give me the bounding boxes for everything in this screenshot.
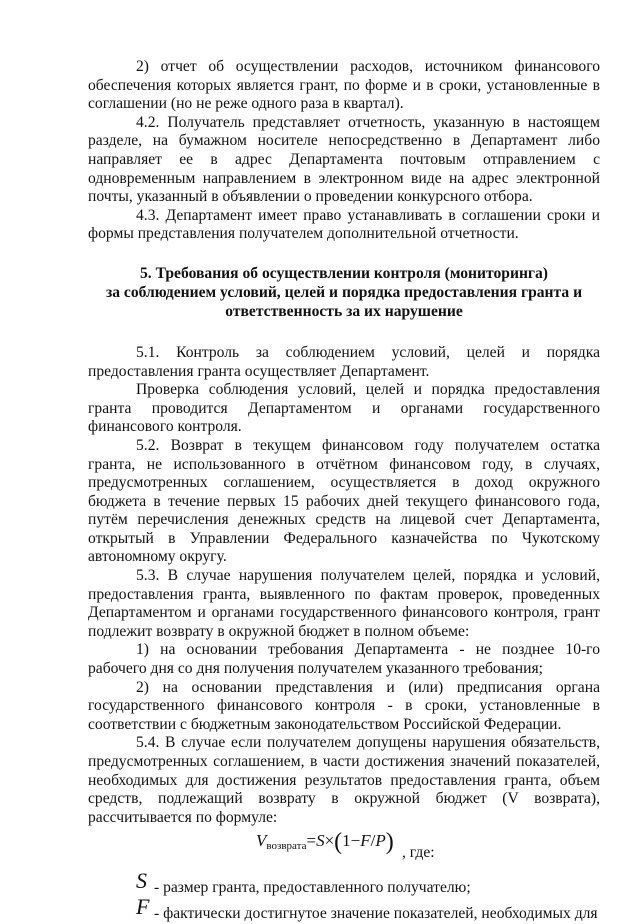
formula-minus: − <box>350 831 361 851</box>
report-item-2: 2) отчет об осуществлении расходов, источником финансового обеспечения которых является грант, по форме и в сроки, установленные в соглашении (но не реже одного раза в квартал). <box>88 58 600 113</box>
formula-v-symbol: V <box>256 831 267 851</box>
formula-times: × <box>324 831 335 851</box>
formula-paren-close: ) <box>385 829 394 856</box>
refund-formula <box>88 830 600 870</box>
paragraph-5-1: 5.1. Контроль за соблюдением условий, целей и порядка предоставления гранта осуществляет Департамент. <box>88 343 600 380</box>
document-page <box>88 58 600 924</box>
formula-paren-open: ( <box>334 829 343 856</box>
section-5-heading-line-1: 5. Требования об осуществлении контроля (мониторинга) <box>139 264 548 282</box>
paragraph-5-1-inspection: Проверка соблюдения условий, целей и порядка предоставления гранта проводится Департаментом и органами государственного финансового контроля. <box>88 381 600 436</box>
formula-expression <box>256 829 394 856</box>
definition-f-text: - фактически достигнутое значение показателей, необходимых для <box>154 904 598 922</box>
formula-slash: / <box>370 831 376 851</box>
paragraph-5-3-item-2: 2) на основании представления и (или) предписания органа государственного финансового контроля - в сроки, установленные в соответствии с бюджетным законодательством Российской Федерации. <box>88 678 600 733</box>
formula-where: , где: <box>402 844 435 862</box>
definition-f-symbol: F <box>136 893 150 919</box>
paragraph-5-2: 5.2. Возврат в текущем финансовом году получателем остатка гранта, не использованного в отчётном финансовом году, в случаях, предусмотренных соглашением, осуществляется в доход окружного бюджета в течение первых 15 рабочих дней текущего финансового года, путём перечисления денежных средств на лицевой счет Департамента, открытый в Управлении Федерального казначейства по Чукотскому автономному округу. <box>88 436 600 566</box>
paragraph-4-3: 4.3. Департамент имеет право устанавливать в соглашении сроки и формы представления получателем дополнительной отчетности. <box>88 206 600 243</box>
formula-f-symbol: F <box>360 831 371 851</box>
formula-equals: = <box>306 831 317 851</box>
definition-f <box>88 893 600 924</box>
section-5-heading-line-3: ответственность за их нарушение <box>225 302 463 320</box>
formula-one: 1 <box>342 831 351 851</box>
paragraph-4-2: 4.2. Получатель представляет отчетность, указанную в настоящем разделе, на бумажном носителе непосредственно в Департамент либо направляет ее в адрес Департамента почтовым отправлением с одновременным направлением в электронном виде на адрес электронной почты, указанный в объявлении о проведении конкурсного отбора. <box>88 113 600 206</box>
formula-p-symbol: P <box>375 831 386 851</box>
definition-s-text: - размер гранта, предоставленного получателю; <box>154 879 471 897</box>
paragraph-5-4: 5.4. В случае если получателем допущены нарушения обязательств, предусмотренных соглашением, в части достижения значений показателей, необходимых для достижения результатов предоставления гранта, объем средств, подлежащий возврату в окружной бюджет (V возврата), рассчитывается по формуле: <box>88 734 600 826</box>
section-5-heading <box>88 264 600 321</box>
paragraph-5-3-item-1: 1) на основании требования Департамента - не позднее 10-го рабочего дня со дня получения получателем указанного требования; <box>88 641 600 678</box>
formula-v-subscript: возврата <box>266 840 307 853</box>
definition-s <box>88 868 600 898</box>
formula-s-symbol: S <box>316 831 325 851</box>
definition-s-symbol: S <box>136 868 147 894</box>
paragraph-5-3: 5.3. В случае нарушения получателем целей, порядка и условий, предоставления гранта, выявленного по фактам проверок, проведенных Департаментом и органами государственного финансового контроля, грант подлежит возврату в окружной бюджет в полном объеме: <box>88 567 600 640</box>
section-5-heading-line-2: за соблюдением условий, целей и порядка предоставления гранта и <box>105 283 583 301</box>
